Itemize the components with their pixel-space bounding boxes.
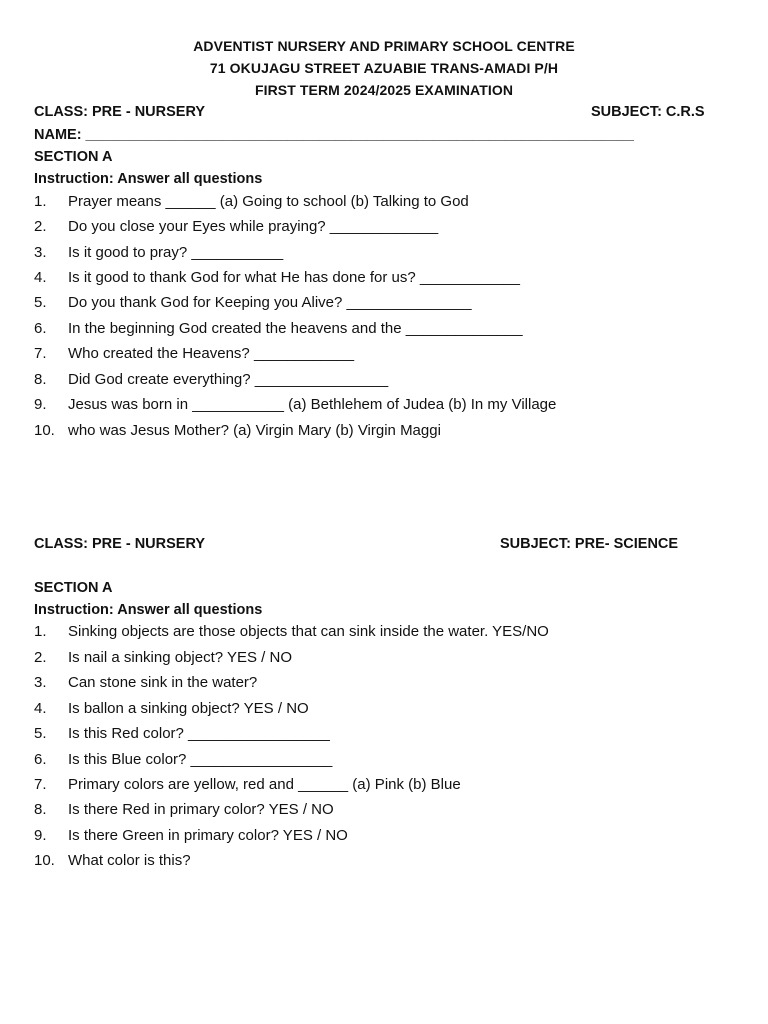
question-text: Sinking objects are those objects that can sink inside the water. YES/NO <box>68 623 549 640</box>
question-number: 2. <box>34 218 47 235</box>
science-instruction: Instruction: Answer all questions <box>34 602 263 618</box>
science-section-title: SECTION A <box>34 580 113 596</box>
crs-instruction: Instruction: Answer all questions <box>34 171 263 187</box>
question-text: In the beginning God created the heavens and the ______________ <box>68 320 523 337</box>
question-number: 5. <box>34 725 47 742</box>
question-text: Who created the Heavens? ____________ <box>68 345 355 362</box>
crs-question-9 <box>34 396 556 413</box>
question-text: What color is this? <box>68 852 191 869</box>
crs-question-2 <box>34 218 438 235</box>
name-field: NAME: ____________________________________________________________________ <box>34 127 634 143</box>
question-text: Can stone sink in the water? <box>68 674 258 691</box>
question-text: Is it good to thank God for what He has done for us? ____________ <box>68 269 520 286</box>
crs-question-8 <box>34 371 388 388</box>
question-text: Is ballon a sinking object? YES / NO <box>68 700 309 717</box>
question-text: Is there Green in primary color? YES / NO <box>68 827 348 844</box>
question-text: Prayer means ______ (a) Going to school (b) Talking to God <box>68 193 469 210</box>
question-number: 3. <box>34 244 47 261</box>
question-text: who was Jesus Mother? (a) Virgin Mary (b) Virgin Maggi <box>68 422 441 439</box>
crs-subject-label: SUBJECT: C.R.S <box>591 104 705 120</box>
question-text: Primary colors are yellow, red and ______ (a) Pink (b) Blue <box>68 776 461 793</box>
crs-question-3 <box>34 244 283 261</box>
question-number: 5. <box>34 294 47 311</box>
school-address: 71 OKUJAGU STREET AZUABIE TRANS-AMADI P/H <box>209 60 559 76</box>
question-text: Did God create everything? ________________ <box>68 371 389 388</box>
school-name: ADVENTIST NURSERY AND PRIMARY SCHOOL CENTRE <box>193 38 575 54</box>
science-question-9 <box>34 827 348 844</box>
question-text: Is it good to pray? ___________ <box>68 244 284 261</box>
science-question-8 <box>34 801 334 818</box>
science-question-3 <box>34 674 257 691</box>
question-number: 1. <box>34 193 47 210</box>
question-number: 6. <box>34 320 47 337</box>
question-number: 8. <box>34 371 47 388</box>
question-number: 4. <box>34 269 47 286</box>
question-number: 8. <box>34 801 47 818</box>
question-number: 6. <box>34 751 47 768</box>
question-number: 4. <box>34 700 47 717</box>
question-text: Is there Red in primary color? YES / NO <box>68 801 334 818</box>
crs-class-label: CLASS: PRE - NURSERY <box>34 104 206 120</box>
question-text: Do you thank God for Keeping you Alive? _______________ <box>68 294 472 311</box>
question-number: 3. <box>34 674 47 691</box>
question-text: Is nail a sinking object? YES / NO <box>68 649 293 666</box>
science-question-4 <box>34 700 309 717</box>
science-question-7 <box>34 776 461 793</box>
crs-question-1 <box>34 193 469 210</box>
science-question-1 <box>34 623 549 640</box>
science-question-10 <box>34 852 191 869</box>
crs-question-4 <box>34 269 520 286</box>
question-number: 2. <box>34 649 47 666</box>
exam-term: FIRST TERM 2024/2025 EXAMINATION <box>254 82 514 98</box>
question-number: 10. <box>34 852 55 869</box>
science-class-label: CLASS: PRE - NURSERY <box>34 536 206 552</box>
question-text: Do you close your Eyes while praying? _____________ <box>68 218 439 235</box>
question-number: 9. <box>34 396 47 413</box>
question-number: 10. <box>34 422 55 439</box>
science-question-2 <box>34 649 292 666</box>
question-number: 7. <box>34 345 47 362</box>
science-subject-label: SUBJECT: PRE- SCIENCE <box>500 536 679 552</box>
crs-question-10 <box>34 422 441 439</box>
question-number: 7. <box>34 776 47 793</box>
science-question-6 <box>34 751 332 768</box>
crs-question-6 <box>34 320 523 337</box>
crs-question-7 <box>34 345 354 362</box>
crs-question-5 <box>34 294 472 311</box>
crs-section-title: SECTION A <box>34 149 113 165</box>
question-number: 1. <box>34 623 47 640</box>
science-question-5 <box>34 725 330 742</box>
question-text: Is this Red color? _________________ <box>68 725 330 742</box>
question-number: 9. <box>34 827 47 844</box>
question-text: Jesus was born in ___________ (a) Bethlehem of Judea (b) In my Village <box>68 396 557 413</box>
question-text: Is this Blue color? _________________ <box>68 751 333 768</box>
